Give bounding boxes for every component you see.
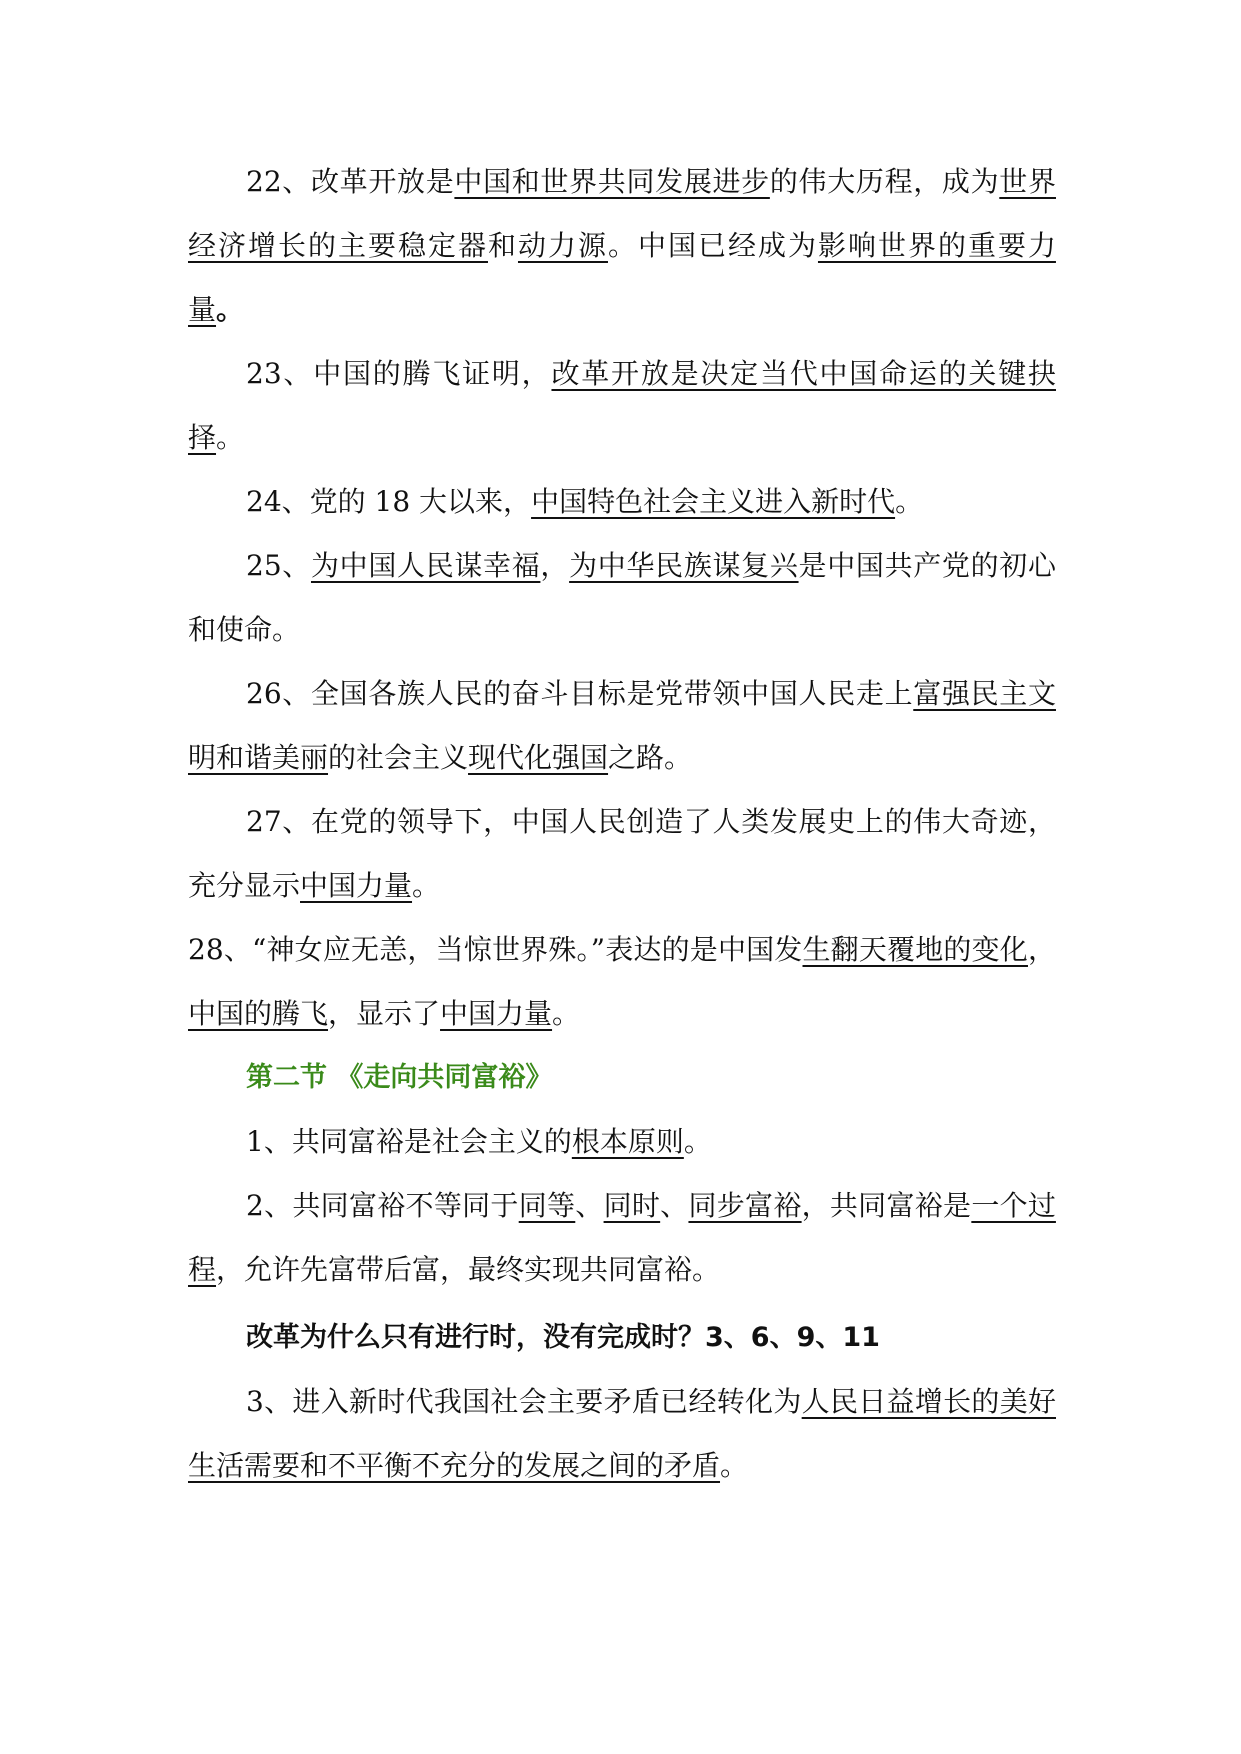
underlined-phrase: 生翻天覆地的变化	[802, 933, 1028, 966]
underlined-phrase: 现代化强国	[468, 741, 609, 774]
underlined-phrase: 为中国人民谋幸福	[310, 549, 541, 582]
underlined-phrase: 同等	[518, 1189, 576, 1222]
section-item-3: 3、进入新时代我国社会主要矛盾已经转化为人民日益增长的美好生活需要和不平衡不充分的发展之间的矛盾。	[188, 1385, 1056, 1482]
underlined-phrase: 根本原则	[571, 1125, 684, 1158]
underlined-phrase: 动力源	[517, 229, 608, 262]
item-24: 24、党的 18 大以来，中国特色社会主义进入新时代。	[246, 485, 924, 518]
underlined-phrase: 中国特色社会主义进入新时代	[531, 485, 896, 518]
underlined-phrase: 影响世界的重要力量	[188, 229, 1056, 326]
item-22: 22、改革开放是中国和世界共同发展进步的伟大历程，成为世界经济增长的主要稳定器和动力源。中国已经成为影响世界的重要力量。	[188, 165, 1056, 326]
item-26: 26、全国各族人民的奋斗目标是党带领中国人民走上富强民主文明和谐美丽的社会主义现代化强国之路。	[188, 677, 1056, 774]
question-heading: 改革为什么只有进行时，没有完成时？3、6、9、11	[246, 1322, 880, 1353]
underlined-phrase: 中国和世界共同发展进步	[454, 165, 770, 198]
section-item-2: 2、共同富裕不等同于同等、同时、同步富裕，共同富裕是一个过程，允许先富带后富，最终实现共同富裕。	[188, 1189, 1056, 1286]
underlined-phrase: 世界经济增长的主要稳定器	[188, 165, 1056, 262]
item-25: 25、为中国人民谋幸福，为中华民族谋复兴是中国共产党的初心和使命。	[188, 549, 1056, 646]
underlined-phrase: 中国的腾飞	[188, 997, 329, 1030]
underlined-phrase: 人民日益增长的美好生活需要和不平衡不充分的发展之间的矛盾	[188, 1385, 1056, 1482]
section-heading: 第二节 《走向共同富裕》	[246, 1062, 553, 1093]
underlined-phrase: 一个过程	[188, 1189, 1056, 1286]
underlined-phrase: 中国力量	[440, 997, 553, 1030]
underlined-phrase: 为中华民族谋复兴	[569, 549, 799, 582]
underlined-phrase: 同时	[603, 1189, 661, 1222]
underlined-phrase: 富强民主文明和谐美丽	[188, 677, 1056, 774]
item-23: 23、中国的腾飞证明，改革开放是决定当代中国命运的关键抉择。	[188, 357, 1056, 454]
item-28: 28、“神女应无恙，当惊世界殊。”表达的是中国发生翻天覆地的变化，中国的腾飞，显示了中国力量。	[188, 933, 1056, 1030]
section-item-1: 1、共同富裕是社会主义的根本原则。	[246, 1125, 712, 1158]
underlined-phrase: 中国力量	[300, 869, 413, 902]
underlined-phrase: 同步富裕	[688, 1189, 802, 1222]
item-27: 27、在党的领导下，中国人民创造了人类发展史上的伟大奇迹，充分显示中国力量。	[188, 805, 1056, 902]
document-page	[188, 150, 1056, 1498]
underlined-phrase: 改革开放是决定当代中国命运的关键抉择	[188, 357, 1056, 454]
